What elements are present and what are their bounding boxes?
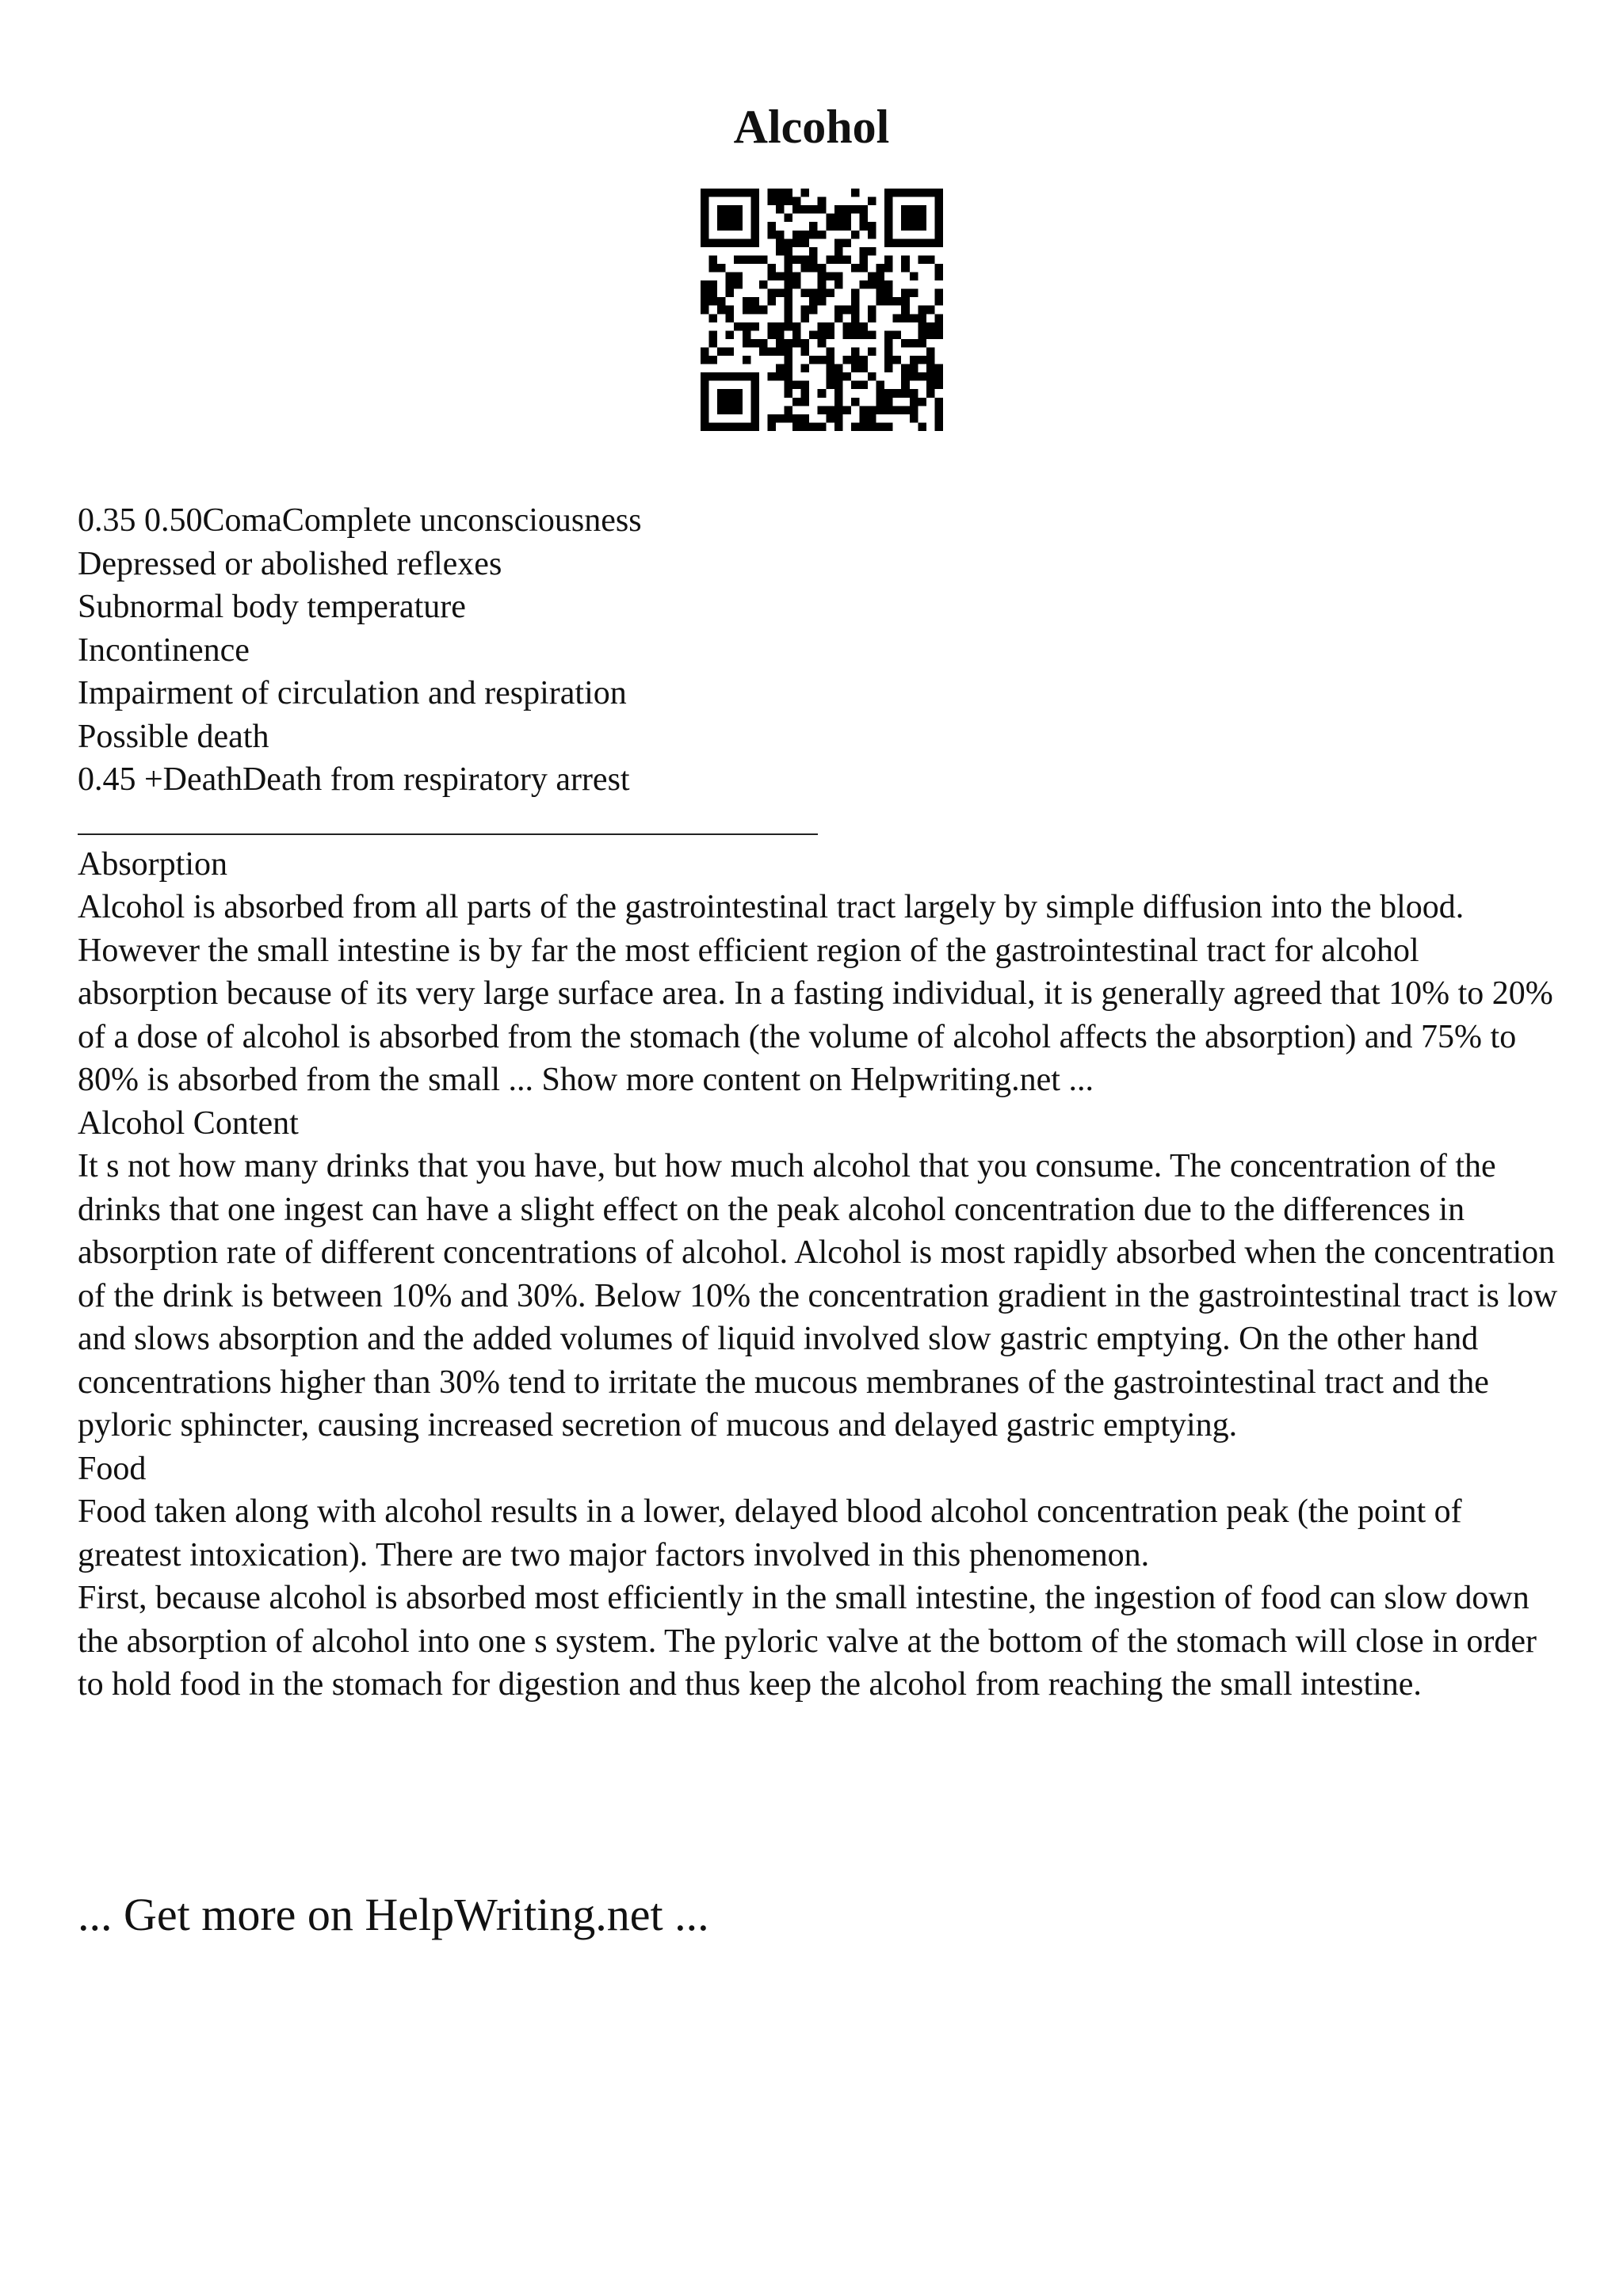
paragraph-alcohol-content: It s not how many drinks that you have, but how much alcohol that you consume. The concentration of the drinks that one ingest can have a slight effect on the peak alcohol concentration due to the differences in absorption rate of different concentrations of alcohol. Alcohol is most rapidly absorbed when the concentration of the drink is between 10% and 30%. Below 10% the concentration gradient in the gastrointestinal tract is low and slows absorption and the added volumes of liquid involved slow gastric emptying. On the other hand concentrations higher than 30% tend to irritate the mucous membranes of the gastrointestinal tract and the pyloric sphincter, causing increased secretion of mucous and delayed gastric emptying. xyxy=(78,1148,1558,1444)
section-heading-absorption: Absorption xyxy=(78,845,227,883)
bac-line: 0.35 0.50ComaComplete unconsciousness xyxy=(78,502,642,539)
page-title: Alcohol xyxy=(733,101,890,153)
bac-line: Possible death xyxy=(78,718,269,755)
bac-line: Incontinence xyxy=(78,631,250,669)
paragraph-food-2: First, because alcohol is absorbed most efficiently in the small intestine, the ingestion of food can slow down the absorption of alcohol into one s system. The pyloric valve at the bottom of the stomach will close in order to hold food in the stomach for digestion and thus keep the alcohol from reaching the small intestine. xyxy=(78,1580,1537,1703)
bac-line: Subnormal body temperature xyxy=(78,589,466,625)
qr-code-icon xyxy=(701,189,943,431)
paragraph-absorption: Alcohol is absorbed from all parts of the gastrointestinal tract largely by simple diffusion into the blood. However the small intestine is by far the most efficient region of the gastrointestinal tract for alcohol absorption because of its very large surface area. In a fasting individual, it is generally agreed that 10% to 20% of a dose of alcohol is absorbed from the stomach (the volume of alcohol affects the absorption) and 75% to 80% is absorbed from the small ... Show more content on Helpwriting.net ... xyxy=(78,889,1553,1098)
bac-line: Impairment of circulation and respiration xyxy=(78,675,627,711)
section-heading-food: Food xyxy=(78,1450,147,1487)
helpwriting-link[interactable]: ... Get more on HelpWriting.net ... xyxy=(78,1889,709,1940)
horizontal-divider xyxy=(78,833,818,835)
bac-line: 0.45 +DeathDeath from respiratory arrest xyxy=(78,761,630,798)
paragraph-food-1: Food taken along with alcohol results in a lower, delayed blood alcohol concentration peak (the point of greatest intoxication). There are two major factors involved in this phenomenon. xyxy=(78,1493,1462,1573)
section-heading-alcohol-content: Alcohol Content xyxy=(78,1104,299,1142)
bac-line: Depressed or abolished reflexes xyxy=(78,545,502,582)
document-body xyxy=(78,499,1568,1707)
